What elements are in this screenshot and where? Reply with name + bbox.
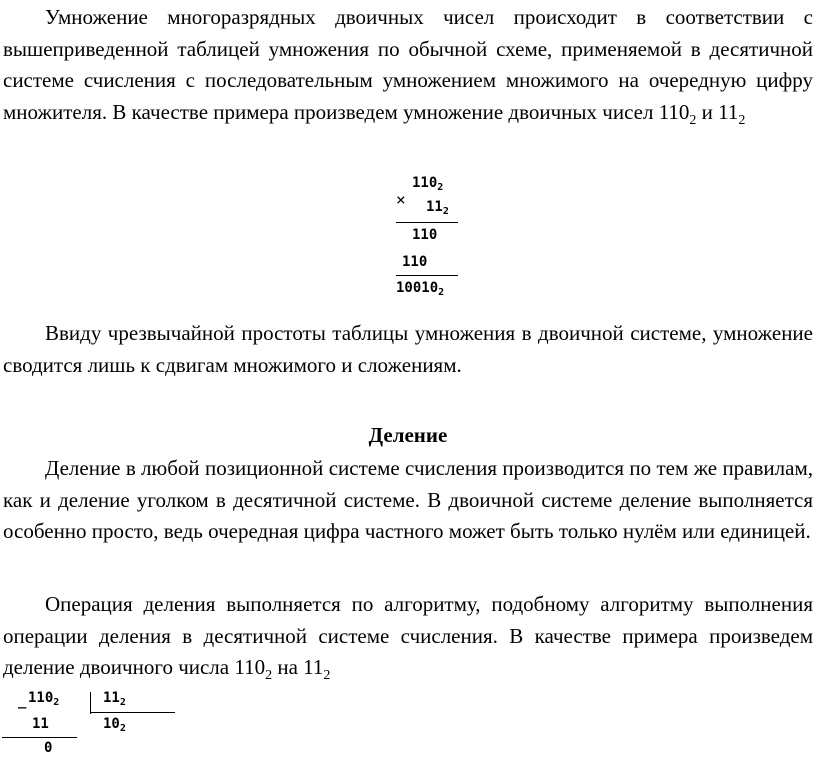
multiply-sign: ×: [396, 190, 406, 209]
multiplier: $11_2$: [426, 199, 449, 217]
division-bracket-vertical: [90, 692, 91, 714]
division-example-paragraph: [3, 589, 813, 692]
conjunction-text: на 11: [272, 655, 324, 679]
sum-rule-line: [396, 275, 458, 276]
partial-product-1: 110: [412, 227, 438, 243]
dividend: $110_2$: [28, 690, 60, 708]
number-base-subscript: 2: [738, 112, 746, 128]
remainder: 0: [44, 740, 53, 756]
number-base-subscript: 2: [265, 668, 273, 684]
multiplication-summary-paragraph: [3, 318, 813, 381]
division-bracket-horizontal: [90, 712, 175, 713]
division-intro-paragraph: [3, 453, 813, 548]
division-example-text: Операция деления выполняется по алгоритму, подобному алгоритму выполнения операции деления в десятичной системе счисления. В качестве примера произведем деление двоичного числа 110: [3, 592, 813, 679]
number-base-subscript: 2: [689, 112, 697, 128]
multiplication-result: $10010_2$: [396, 280, 445, 298]
conjunction-text: и 11: [696, 99, 739, 124]
remainder-rule-line: [2, 737, 77, 738]
quotient: $10_2$: [103, 716, 126, 734]
multiplicand: $110_2$: [412, 175, 444, 193]
division-intro-text: Деление в любой позиционной системе счисления производится по тем же правилам, как и деление уголком в десятичной системе. В двоичной системе деление выполняется особенно просто, ведь очередная цифра частного может быть только нулём или единицей.: [3, 456, 813, 543]
number-base-subscript: 2: [323, 668, 331, 684]
divisor: $11_2$: [103, 690, 126, 708]
multiplication-intro-paragraph: [3, 2, 813, 136]
division-heading: Деление: [368, 423, 448, 447]
multiplication-summary-text: Ввиду чрезвычайной простоты таблицы умножения в двоичной системе, умножение сводится лишь к сдвигам множимого и сложениям.: [3, 321, 813, 377]
multiply-rule-line: [396, 222, 458, 223]
subtrahend: 11: [32, 716, 49, 732]
division-minus-sign: _: [18, 693, 27, 709]
multiplication-intro-text: Умножение многоразрядных двоичных чисел происходит в соответствии с вышеприведенной таблицей умножения по обычной схеме, применяемой в десятичной системе счисления с последовательным умножением множимого на очередную цифру множителя. В качестве примера произведем умножение двоичных чисел 110: [3, 5, 813, 124]
partial-product-2: 110: [402, 254, 428, 270]
